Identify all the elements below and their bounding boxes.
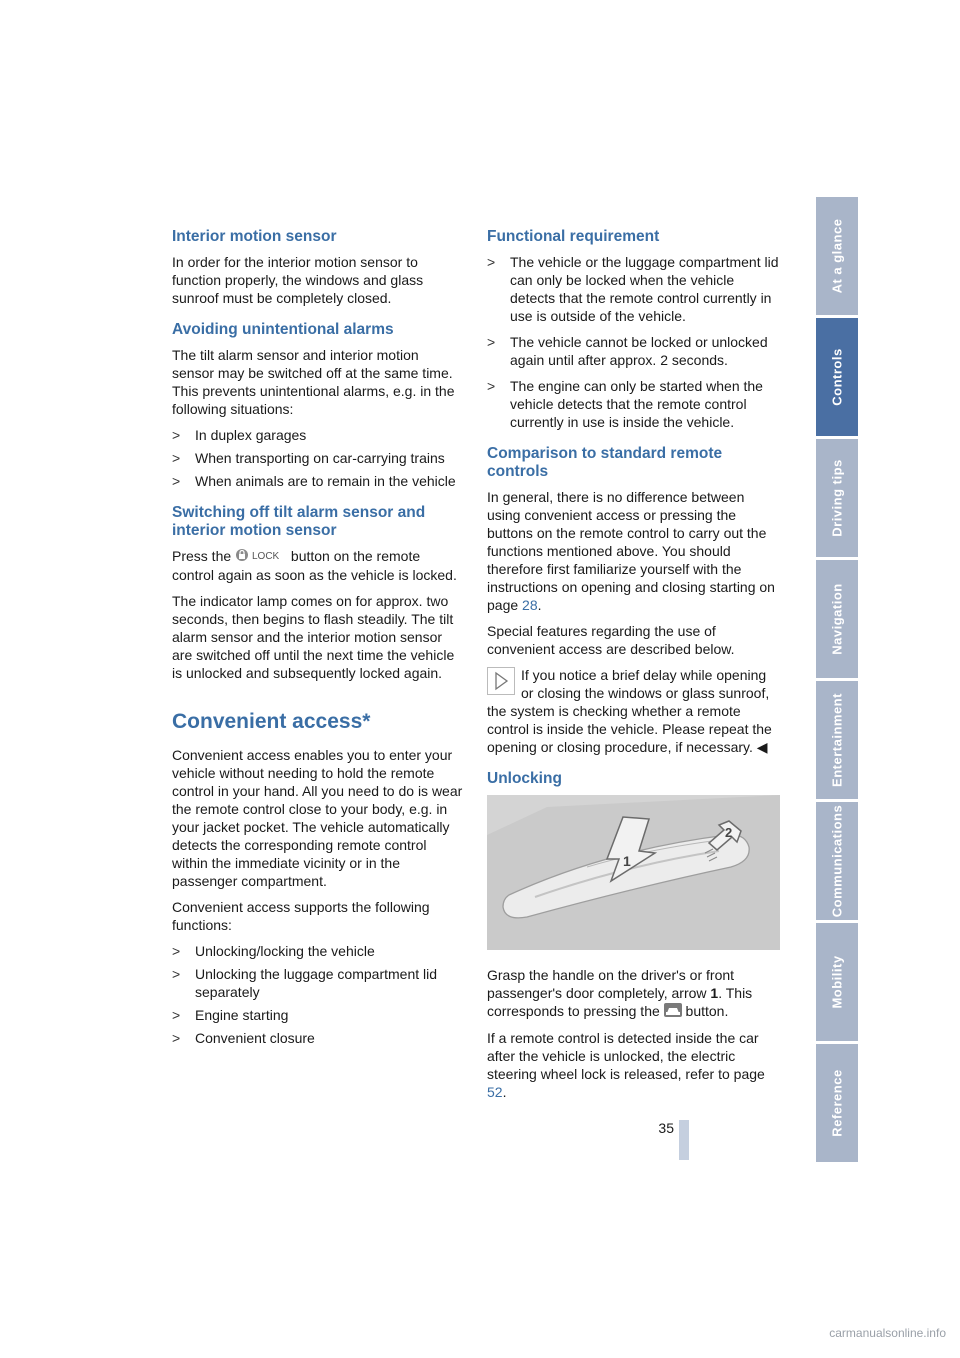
note-text: If you notice a brief delay while opening or closing the windows or glass sunroof, the system is checking whether a remote control is inside the vehicle. Please repeat the opening or closing procedure, if necessary. bbox=[487, 667, 772, 755]
lock-label: LOCK bbox=[252, 551, 280, 563]
list-item: > Convenient closure bbox=[172, 1029, 464, 1047]
section-functional-requirement bbox=[487, 228, 779, 431]
tab-label: Controls bbox=[829, 348, 845, 406]
heading-switching-off: Switching off tilt alarm sensor and interior motion sensor bbox=[172, 504, 426, 539]
page-number: 35 bbox=[658, 1120, 674, 1136]
section-interior-motion-sensor bbox=[172, 228, 464, 307]
heading-interior-motion-sensor: Interior motion sensor bbox=[172, 228, 337, 245]
text: . bbox=[502, 1084, 507, 1101]
text: In general, there is no difference between using convenient access or pressing the buttons on the remote control to carry out the functions mentioned above. You should therefore first familiarize yourself with the instructions on opening and closing starting on page bbox=[487, 489, 775, 613]
heading-comparison: Comparison to standard remote controls bbox=[487, 445, 723, 480]
tab-label: Reference bbox=[829, 1069, 845, 1137]
list-item: > The engine can only be started when the vehicle detects that the remote control currently in use is inside the vehicle. bbox=[487, 377, 779, 431]
page-link-52[interactable]: 52 bbox=[487, 1084, 503, 1101]
text: Grasp the handle on the driver's or front passenger's door completely, arrow bbox=[487, 967, 735, 1001]
tab-mobility[interactable] bbox=[816, 923, 858, 1041]
requirement-list bbox=[487, 253, 779, 431]
list-item: > Unlocking/locking the vehicle bbox=[172, 942, 464, 960]
list-item: > In duplex garages bbox=[172, 426, 464, 444]
list-item: > The vehicle or the luggage compartment lid can only be locked when the vehicle detects that the remote control currently in use is outside of the vehicle. bbox=[487, 253, 779, 325]
tab-label: At a glance bbox=[829, 218, 845, 294]
section-avoiding-alarms bbox=[172, 321, 464, 490]
note-arrow-icon bbox=[487, 667, 515, 695]
page-link-28[interactable]: 28 bbox=[522, 597, 538, 613]
text: button on the remote control again as soon as the vehicle is locked. bbox=[172, 548, 457, 584]
heading-convenient-access: Convenient access* bbox=[172, 710, 371, 734]
list-item: > Unlocking the luggage compartment lid separately bbox=[172, 965, 464, 1001]
paragraph: Convenient access enables you to enter your vehicle without needing to hold the remote control in your hand. All you need to do is wear the remote control close to your body, e.g. in your jacket pocket. The vehicle automatically detects the corresponding remote control within the immediate vicinity or in the passenger compartment. bbox=[172, 747, 463, 890]
section-comparison bbox=[487, 445, 779, 756]
left-column bbox=[172, 228, 464, 1061]
note-box bbox=[487, 666, 779, 756]
tab-label: Communications bbox=[829, 804, 845, 918]
tab-label: Navigation bbox=[829, 583, 845, 655]
function-list bbox=[172, 942, 464, 1047]
watermark: carmanualsonline.info bbox=[829, 1326, 946, 1340]
tab-reference[interactable] bbox=[816, 1044, 858, 1162]
arrow-number: 1 bbox=[710, 985, 719, 1001]
end-mark-icon: ◀ bbox=[756, 739, 768, 755]
paragraph bbox=[172, 547, 464, 584]
paragraph bbox=[487, 966, 779, 1021]
situation-list bbox=[172, 426, 464, 490]
list-item: > When animals are to remain in the vehicle bbox=[172, 472, 464, 490]
tab-label: Entertainment bbox=[829, 693, 845, 787]
arrow-label-1: 1 bbox=[623, 853, 631, 869]
text: Press the bbox=[172, 548, 232, 564]
tab-entertainment[interactable] bbox=[816, 681, 858, 799]
list-item: > Engine starting bbox=[172, 1006, 464, 1024]
chapter-tabs bbox=[816, 197, 858, 1165]
page-number-bar bbox=[679, 1120, 689, 1160]
text: If a remote control is detected inside the car after the vehicle is unlocked, the electric steering wheel lock is released, refer to page bbox=[487, 1030, 765, 1083]
text: button. bbox=[685, 1003, 729, 1019]
paragraph: Convenient access supports the following functions: bbox=[172, 899, 430, 934]
text: . bbox=[537, 597, 542, 613]
section-unlocking bbox=[487, 770, 779, 1101]
heading-avoiding-alarms: Avoiding unintentional alarms bbox=[172, 321, 394, 338]
tab-at-a-glance[interactable] bbox=[816, 197, 858, 315]
text: . This corresponds to pressing the bbox=[487, 985, 753, 1019]
paragraph: The tilt alarm sensor and interior motion sensor may be switched off at the same time. This prevents unintentional alarms, e.g. in the following situations: bbox=[172, 347, 455, 417]
paragraph: In order for the interior motion sensor to function properly, the windows and glass sunroof must be completely closed. bbox=[172, 254, 424, 306]
tab-communications[interactable] bbox=[816, 802, 858, 920]
right-column bbox=[487, 228, 779, 1115]
list-item: > When transporting on car-carrying trains bbox=[172, 449, 464, 467]
paragraph: The indicator lamp comes on for approx. two seconds, then begins to flash steadily. The tilt alarm sensor and the interior motion sensor are switched off until the next time the vehicle is unlocked and subsequently locked again. bbox=[172, 593, 455, 682]
tab-driving-tips[interactable] bbox=[816, 439, 858, 557]
heading-functional-requirement: Functional requirement bbox=[487, 228, 660, 245]
heading-unlocking: Unlocking bbox=[487, 770, 562, 787]
tab-controls[interactable] bbox=[816, 318, 858, 436]
unlock-button-icon bbox=[664, 1003, 682, 1021]
tab-navigation[interactable] bbox=[816, 560, 858, 678]
lock-button-icon bbox=[235, 548, 287, 566]
door-handle-illustration bbox=[487, 795, 780, 950]
tab-label: Mobility bbox=[829, 955, 845, 1009]
section-convenient-access bbox=[172, 710, 464, 1047]
paragraph: Special features regarding the use of convenient access are described below. bbox=[487, 623, 735, 657]
paragraph bbox=[487, 1029, 779, 1101]
paragraph bbox=[487, 488, 779, 614]
list-item: > The vehicle cannot be locked or unlocked again until after approx. 2 seconds. bbox=[487, 333, 779, 369]
tab-label: Driving tips bbox=[829, 459, 845, 537]
section-switching-off bbox=[172, 504, 464, 682]
arrow-label-2: 2 bbox=[725, 825, 733, 840]
